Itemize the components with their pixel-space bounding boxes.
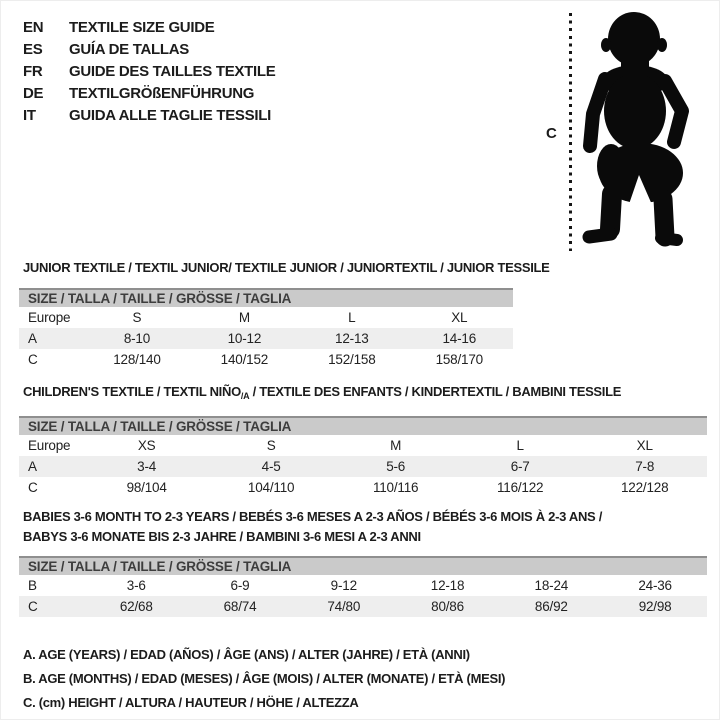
size-cell: 3-4 — [84, 456, 209, 477]
row-label: B — [28, 578, 37, 593]
size-cell: 158/170 — [435, 352, 483, 367]
size-cell: M — [390, 438, 402, 453]
language-code: IT — [23, 107, 36, 124]
size-cell: 8-10 — [83, 328, 190, 349]
table-row-age-months — [19, 575, 707, 596]
size-cell: XS — [137, 438, 156, 453]
size-cell: 86/92 — [499, 596, 603, 617]
language-title: GUIDE DES TAILLES TEXTILE — [69, 63, 276, 80]
row-label: A — [19, 456, 84, 477]
table-row-europe — [19, 307, 513, 328]
size-cell: 122/128 — [621, 480, 669, 495]
language-row-de — [23, 83, 275, 105]
language-row-es — [23, 39, 275, 61]
language-code: FR — [23, 63, 43, 80]
size-cell: XL — [636, 438, 653, 453]
size-cell: 5-6 — [333, 456, 458, 477]
size-header-bar — [19, 289, 513, 307]
size-header-bar — [19, 417, 707, 435]
size-cell: XL — [451, 310, 468, 325]
junior-size-table — [19, 288, 513, 370]
size-cell: 12-13 — [298, 328, 405, 349]
table-row-age-years — [19, 456, 707, 477]
size-cell: 110/116 — [372, 480, 419, 495]
row-label: C — [28, 352, 38, 367]
size-cell: 98/104 — [126, 480, 167, 495]
footnote-legend — [23, 643, 505, 715]
size-cell: 12-18 — [430, 578, 465, 593]
size-cell: 74/80 — [292, 596, 396, 617]
size-cell: 152/158 — [328, 352, 376, 367]
size-cell: 14-16 — [406, 328, 513, 349]
table-row-europe — [19, 435, 707, 456]
table-row-height-cm — [19, 477, 707, 498]
row-label: Europe — [28, 438, 71, 453]
size-cell: S — [266, 438, 276, 453]
language-title-list — [23, 17, 275, 127]
table-row-height-cm — [19, 349, 513, 370]
size-cell: 140/152 — [220, 352, 269, 367]
language-code: ES — [23, 41, 43, 58]
children-title-part2: / TEXTILE DES ENFANTS / KINDERTEXTIL / BAMBINI TESSILE — [249, 384, 622, 399]
size-cell: 9-12 — [330, 578, 357, 593]
size-cell: 4-5 — [209, 456, 334, 477]
size-cell: 7-8 — [582, 456, 707, 477]
children-section-title — [23, 384, 621, 401]
language-title: GUÍA DE TALLAS — [69, 41, 189, 58]
size-cell: 3-6 — [126, 578, 146, 593]
size-cell: 92/98 — [603, 596, 707, 617]
footnote-a: A. AGE (YEARS) / EDAD (AÑOS) / ÂGE (ANS) / ALTER (JAHRE) / ETÀ (ANNI) — [23, 647, 470, 662]
child-silhouette-icon — [577, 9, 709, 255]
height-measure-dotted-line — [569, 13, 572, 251]
table-row-age-years — [19, 328, 513, 349]
children-size-table — [19, 416, 707, 498]
row-label: Europe — [28, 310, 71, 325]
children-title-part1: CHILDREN'S TEXTILE / TEXTIL NIÑO — [23, 384, 241, 399]
size-cell: 104/110 — [247, 480, 295, 495]
footnote-b: B. AGE (MONTHS) / EDAD (MESES) / ÂGE (MOIS) / ALTER (MONATE) / ETÀ (MESI) — [23, 671, 506, 686]
footnote-c: C. (cm) HEIGHT / ALTURA / HAUTEUR / HÖHE / ALTEZZA — [23, 695, 359, 710]
size-cell: 128/140 — [113, 352, 161, 367]
size-cell: S — [132, 310, 142, 325]
size-cell: 18-24 — [534, 578, 569, 593]
size-header-label: SIZE / TALLA / TAILLE / GRÖSSE / TAGLIA — [19, 417, 707, 435]
language-code: EN — [23, 19, 44, 36]
height-label-c: C — [546, 125, 557, 142]
language-row-en — [23, 17, 275, 39]
children-title-subscript: /A — [240, 391, 250, 401]
language-title: TEXTILGRÖßENFÜHRUNG — [69, 85, 255, 102]
babies-title-line2: BABYS 3-6 MONATE BIS 2-3 JAHRE / BAMBINI 3-6 MESI A 2-3 ANNI — [23, 529, 421, 544]
size-cell: L — [516, 438, 524, 453]
junior-section-title: JUNIOR TEXTILE / TEXTIL JUNIOR/ TEXTILE JUNIOR / JUNIORTEXTIL / JUNIOR TESSILE — [23, 260, 550, 275]
size-cell: M — [238, 310, 250, 325]
size-cell: 10-12 — [191, 328, 298, 349]
language-code: DE — [23, 85, 44, 102]
size-header-bar — [19, 557, 707, 575]
size-cell: 6-7 — [458, 456, 583, 477]
babies-title-line1: BABIES 3-6 MONTH TO 2-3 YEARS / BEBÉS 3-6 MESES A 2-3 AÑOS / BÉBÉS 3-6 MOIS À 2-3 ANS / — [23, 509, 603, 524]
row-label: C — [28, 480, 38, 495]
language-row-fr — [23, 61, 275, 83]
size-cell: 68/74 — [188, 596, 292, 617]
row-label: A — [19, 328, 83, 349]
size-cell: 6-9 — [230, 578, 250, 593]
size-header-label: SIZE / TALLA / TAILLE / GRÖSSE / TAGLIA — [19, 289, 513, 307]
size-header-label: SIZE / TALLA / TAILLE / GRÖSSE / TAGLIA — [19, 557, 707, 575]
language-row-it — [23, 105, 275, 127]
size-cell: 24-36 — [638, 578, 672, 593]
size-cell: 62/68 — [84, 596, 188, 617]
babies-size-table — [19, 556, 707, 617]
language-title: GUIDA ALLE TAGLIE TESSILI — [69, 107, 271, 124]
row-label: C — [19, 596, 84, 617]
babies-section-title — [23, 507, 602, 547]
size-cell: L — [348, 310, 356, 325]
size-cell: 116/122 — [496, 480, 544, 495]
table-row-height-cm — [19, 596, 707, 617]
language-title: TEXTILE SIZE GUIDE — [69, 19, 215, 36]
size-cell: 80/86 — [396, 596, 500, 617]
